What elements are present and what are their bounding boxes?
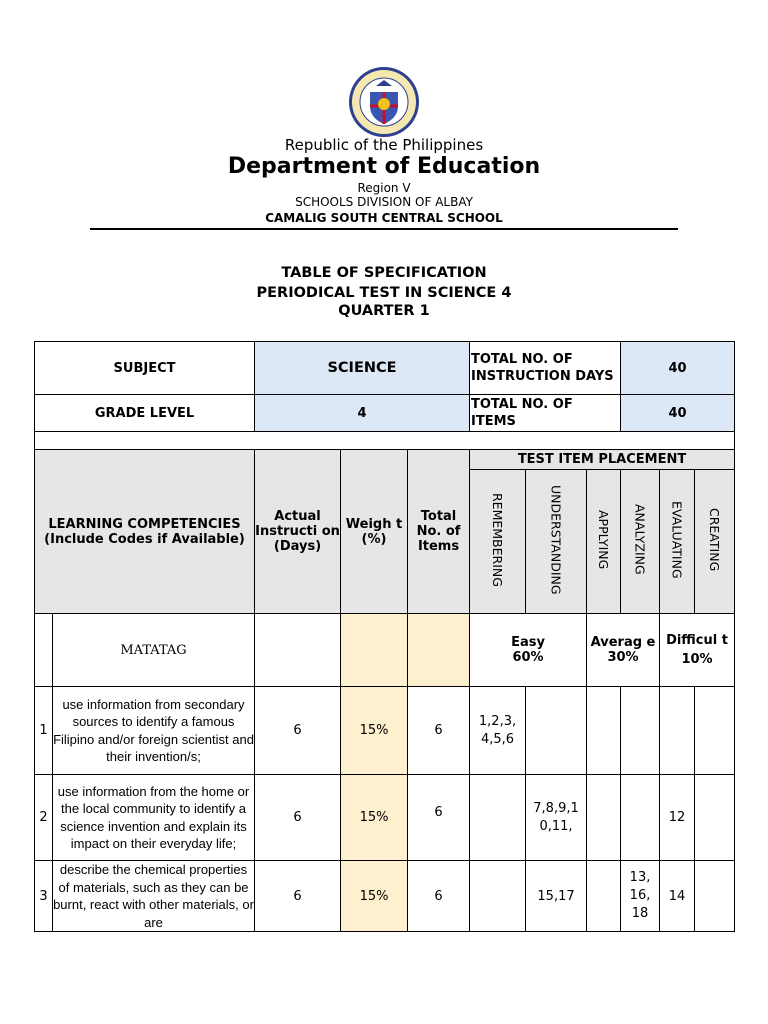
- applying-cell: [587, 861, 621, 932]
- doc-subtitle: PERIODICAL TEST IN SCIENCE 4: [256, 285, 512, 301]
- curriculum-label: MATATAG: [53, 614, 255, 687]
- table-row: [35, 687, 735, 775]
- header-row: [35, 450, 735, 470]
- weight-cell: 15%: [341, 687, 408, 775]
- level-analyzing: [621, 470, 660, 614]
- applying-cell: [587, 775, 621, 861]
- division-name: SCHOOLS DIVISION OF ALBAY: [295, 195, 473, 209]
- difficult-cell: [660, 614, 735, 687]
- level-analyzing-label: ANALYZING: [632, 504, 648, 575]
- average-label: Averag e: [590, 635, 656, 650]
- level-understanding-label: UNDERSTANDING: [548, 484, 564, 595]
- level-understanding: [526, 470, 587, 614]
- easy-cell: [470, 614, 587, 687]
- items-cell: 6: [408, 687, 470, 775]
- weight-cell: 15%: [341, 861, 408, 932]
- department-name: Department of Education: [227, 154, 541, 179]
- specification-table: [34, 341, 735, 932]
- evaluating-cell: 12: [660, 775, 695, 861]
- instruction-days-label: TOTAL NO. OF INSTRUCTION DAYS: [470, 342, 621, 395]
- understanding-cell: [526, 687, 587, 775]
- understanding-cell: 15,17: [526, 861, 587, 932]
- evaluating-cell: 14: [660, 861, 695, 932]
- competency-text: describe the chemical properties of materials, such as they can be burnt, react with other materials, or are: [53, 862, 254, 930]
- analyzing-cell: [621, 775, 660, 861]
- deped-seal-icon: [348, 66, 420, 138]
- level-evaluating-label: EVALUATING: [669, 500, 685, 579]
- level-applying: [587, 470, 621, 614]
- average-cell: [587, 614, 660, 687]
- actual-days-header: Actual Instructi on (Days): [255, 450, 341, 614]
- row-number: 3: [35, 861, 53, 932]
- subject-label: SUBJECT: [35, 342, 255, 395]
- table-row: [35, 861, 735, 932]
- level-remembering-label: REMEMBERING: [490, 492, 506, 587]
- level-remembering: [470, 470, 526, 614]
- evaluating-cell: [660, 687, 695, 775]
- items-cell: 6: [408, 775, 470, 861]
- placement-header: TEST ITEM PLACEMENT: [470, 450, 735, 470]
- competency-text: use information from the home or the local community to identify a science invention and explain its impact on their everyday life;: [53, 775, 255, 861]
- level-creating-label: CREATING: [707, 507, 723, 572]
- weight-cell: 15%: [341, 775, 408, 861]
- difficult-label: Difficul t: [666, 633, 728, 648]
- average-percent: 30%: [607, 650, 639, 665]
- spacer-row: [35, 432, 735, 450]
- remembering-cell: 1,2,3, 4,5,6: [470, 687, 526, 775]
- weight-header: Weigh t (%): [341, 450, 408, 614]
- total-items-label: TOTAL NO. OF ITEMS: [470, 395, 621, 432]
- creating-cell: [695, 861, 735, 932]
- level-creating: [695, 470, 735, 614]
- items-cell: 6: [408, 861, 470, 932]
- school-name: CAMALIG SOUTH CENTRAL SCHOOL: [265, 211, 503, 225]
- grade-row: [35, 395, 735, 432]
- grade-value: 4: [255, 395, 470, 432]
- applying-cell: [587, 687, 621, 775]
- total-items-value: 40: [621, 395, 735, 432]
- row-number: 2: [35, 775, 53, 861]
- easy-label: Easy: [511, 635, 545, 650]
- days-cell: 6: [255, 775, 341, 861]
- understanding-cell: 7,8,9,1 0,11,: [526, 775, 587, 861]
- country-name: Republic of the Philippines: [284, 136, 484, 154]
- difficult-percent: 10%: [681, 652, 713, 667]
- instruction-days-value: 40: [621, 342, 735, 395]
- competencies-header: LEARNING COMPETENCIES (Include Codes if Available): [35, 450, 255, 614]
- region-name: Region V: [357, 181, 411, 195]
- creating-cell: [695, 687, 735, 775]
- creating-cell: [695, 775, 735, 861]
- difficulty-num-cell: [35, 614, 53, 687]
- analyzing-cell: 13, 16, 18: [621, 861, 660, 932]
- analyzing-cell: [621, 687, 660, 775]
- remembering-cell: [470, 775, 526, 861]
- grade-label: GRADE LEVEL: [35, 395, 255, 432]
- easy-percent: 60%: [512, 650, 544, 665]
- subject-value: SCIENCE: [255, 342, 470, 395]
- days-cell: 6: [255, 687, 341, 775]
- row-number: 1: [35, 687, 53, 775]
- competency-text: use information from secondary sources to identify a famous Filipino and/or foreign scientist and their invention/s;: [53, 687, 255, 775]
- difficulty-weight-cell: [341, 614, 408, 687]
- remembering-cell: [470, 861, 526, 932]
- level-applying-label: APPLYING: [596, 509, 612, 570]
- subject-row: [35, 342, 735, 395]
- spacer-cell: [35, 432, 735, 450]
- difficulty-row: [35, 614, 735, 687]
- difficulty-days-cell: [255, 614, 341, 687]
- days-cell: 6: [255, 861, 341, 932]
- total-items-header: Total No. of Items: [408, 450, 470, 614]
- doc-title: TABLE OF SPECIFICATION: [281, 265, 487, 281]
- header-divider: [90, 228, 678, 230]
- table-row: [35, 775, 735, 861]
- difficulty-items-cell: [408, 614, 470, 687]
- doc-quarter: QUARTER 1: [338, 303, 430, 319]
- level-evaluating: [660, 470, 695, 614]
